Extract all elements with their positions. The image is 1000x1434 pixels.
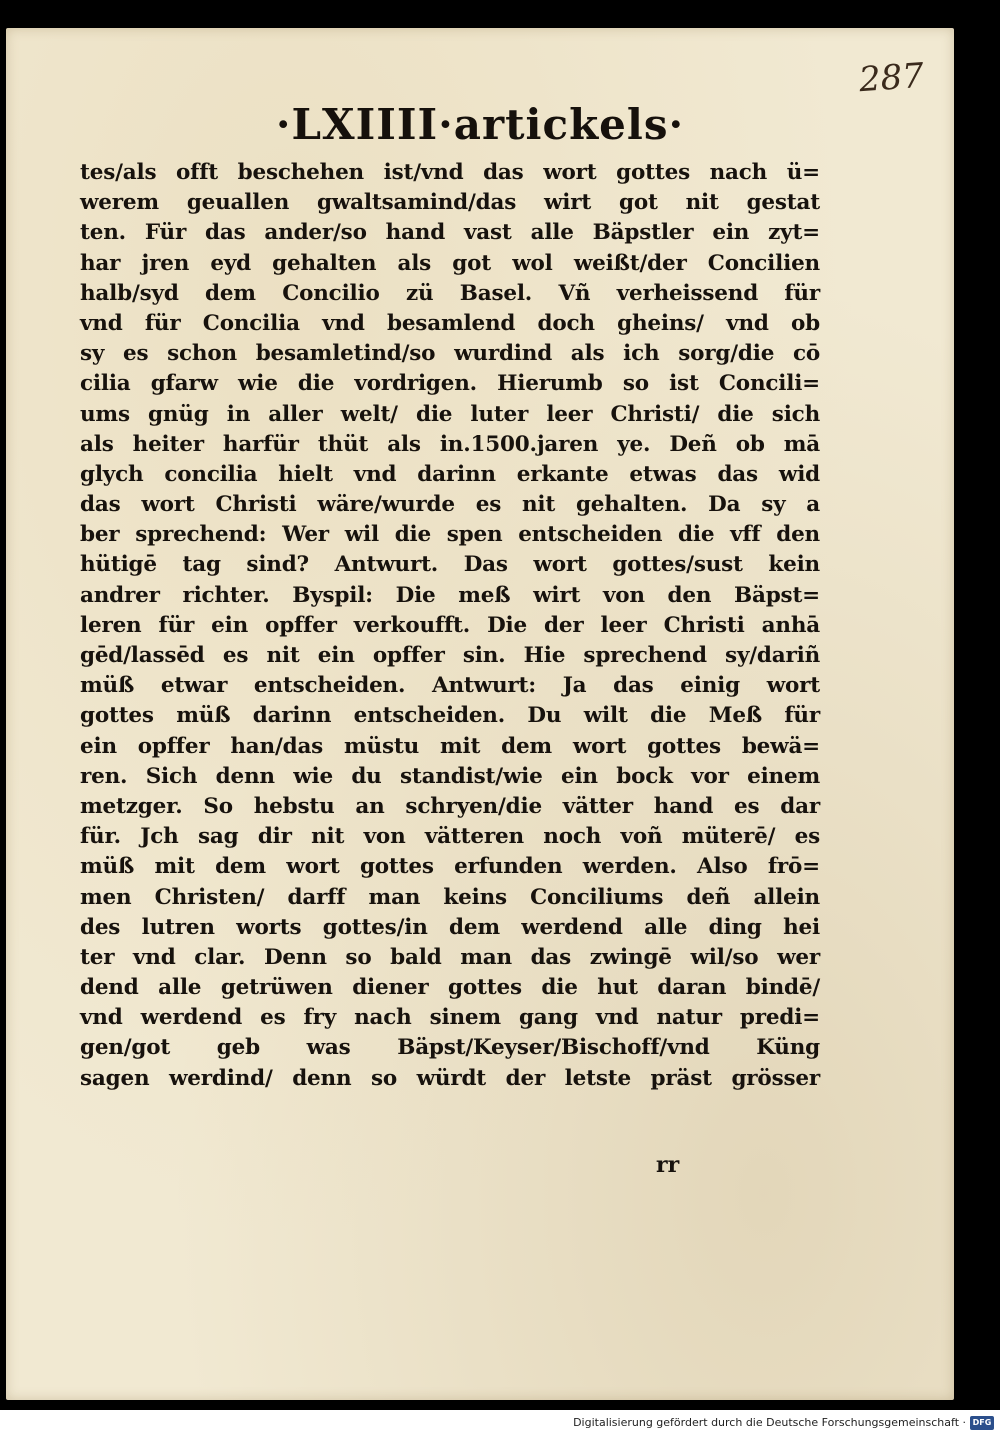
text-line: glych concilia hielt vnd darinn erkante etwas das wid xyxy=(80,461,820,487)
text-line: gottes müß darinn entscheiden. Du wilt die Meß für xyxy=(80,703,820,729)
text-line: sy es schon besamletind/so wurdind als ich sorg/die cō xyxy=(80,341,820,367)
text-line: werem geuallen gwaltsamind/das wirt got nit gestat xyxy=(80,190,820,216)
text-line: men Christen/ darff man keins Conciliums deñ allein xyxy=(80,884,820,910)
running-head: ·LXIIII·artickels· xyxy=(275,100,685,149)
text-line: gēd/lassēd es nit ein opffer sin. Hie sprechend sy/dariñ xyxy=(80,643,820,668)
text-line: metzger. So hebstu an schryen/die vätter hand es dar xyxy=(80,793,820,819)
text-line: halb/syd dem Concilio zü Basel. Vñ verheissend für xyxy=(80,280,820,306)
book-page xyxy=(6,28,954,1400)
funding-credit: Digitalisierung gefördert durch die Deutsche Forschungsgemeinschaft · xyxy=(573,1416,966,1429)
text-line: ten. Für das ander/so hand vast alle Bäpstler ein zyt= xyxy=(80,220,820,246)
text-line: hütigē tag sind? Antwurt. Das wort gottes/sust kein xyxy=(80,552,820,578)
text-line: dend alle getrüwen diener gottes die hut daran bindē/ xyxy=(80,975,820,1001)
text-line: andrer richter. Byspil: Die meß wirt von den Bäpst= xyxy=(80,582,820,608)
catchword: rr xyxy=(656,1152,680,1178)
text-line: tes/als offt beschehen ist/vnd das wort gottes nach ü= xyxy=(80,160,820,185)
text-line: gen/got geb was Bäpst/Keyser/Bischoff/vnd Küng xyxy=(80,1035,820,1061)
text-line: ber sprechend: Wer wil die spen entscheiden die vff den xyxy=(80,522,820,548)
text-line: des lutren worts gottes/in dem werdend alle ding hei xyxy=(80,914,820,940)
text-line: vnd für Concilia vnd besamlend doch gheins/ vnd ob xyxy=(80,310,820,336)
folio-number: 287 xyxy=(857,55,926,101)
text-block xyxy=(80,158,820,1094)
text-line: für. Jch sag dir nit von vätteren noch voñ müterē/ es xyxy=(80,824,820,850)
text-line: har jren eyd gehalten als got wol weißt/der Concilien xyxy=(80,250,820,276)
text-line: das wort Christi wäre/wurde es nit gehalten. Da sy a xyxy=(80,492,820,518)
text-line: leren für ein opffer verkoufft. Die der leer Christi anhā xyxy=(80,612,820,638)
dfg-logo: DFG xyxy=(970,1416,994,1430)
text-line: ein opffer han/das müstu mit dem wort gottes bewä= xyxy=(80,733,820,759)
text-line: ren. Sich denn wie du standist/wie ein bock vor einem xyxy=(80,763,820,789)
text-line: cilia gfarw wie die vordrigen. Hierumb so ist Concili= xyxy=(80,371,820,397)
text-line: müß etwar entscheiden. Antwurt: Ja das einig wort xyxy=(80,673,820,699)
text-line: vnd werdend es fry nach sinem gang vnd natur predi= xyxy=(80,1005,820,1031)
text-line: als heiter harfür thüt als in.1500.jaren ye. Deñ ob mā xyxy=(80,431,820,457)
text-line: ter vnd clar. Denn so bald man das zwingē wil/so wer xyxy=(80,944,820,970)
text-line: sagen werdind/ denn so würdt der letste präst grösser xyxy=(80,1065,820,1091)
footer-bar xyxy=(0,1410,1000,1434)
text-line: ums gnüg in aller welt/ die luter leer Christi/ die sich xyxy=(80,401,820,427)
text-line: müß mit dem wort gottes erfunden werden. Also frō= xyxy=(80,854,820,880)
